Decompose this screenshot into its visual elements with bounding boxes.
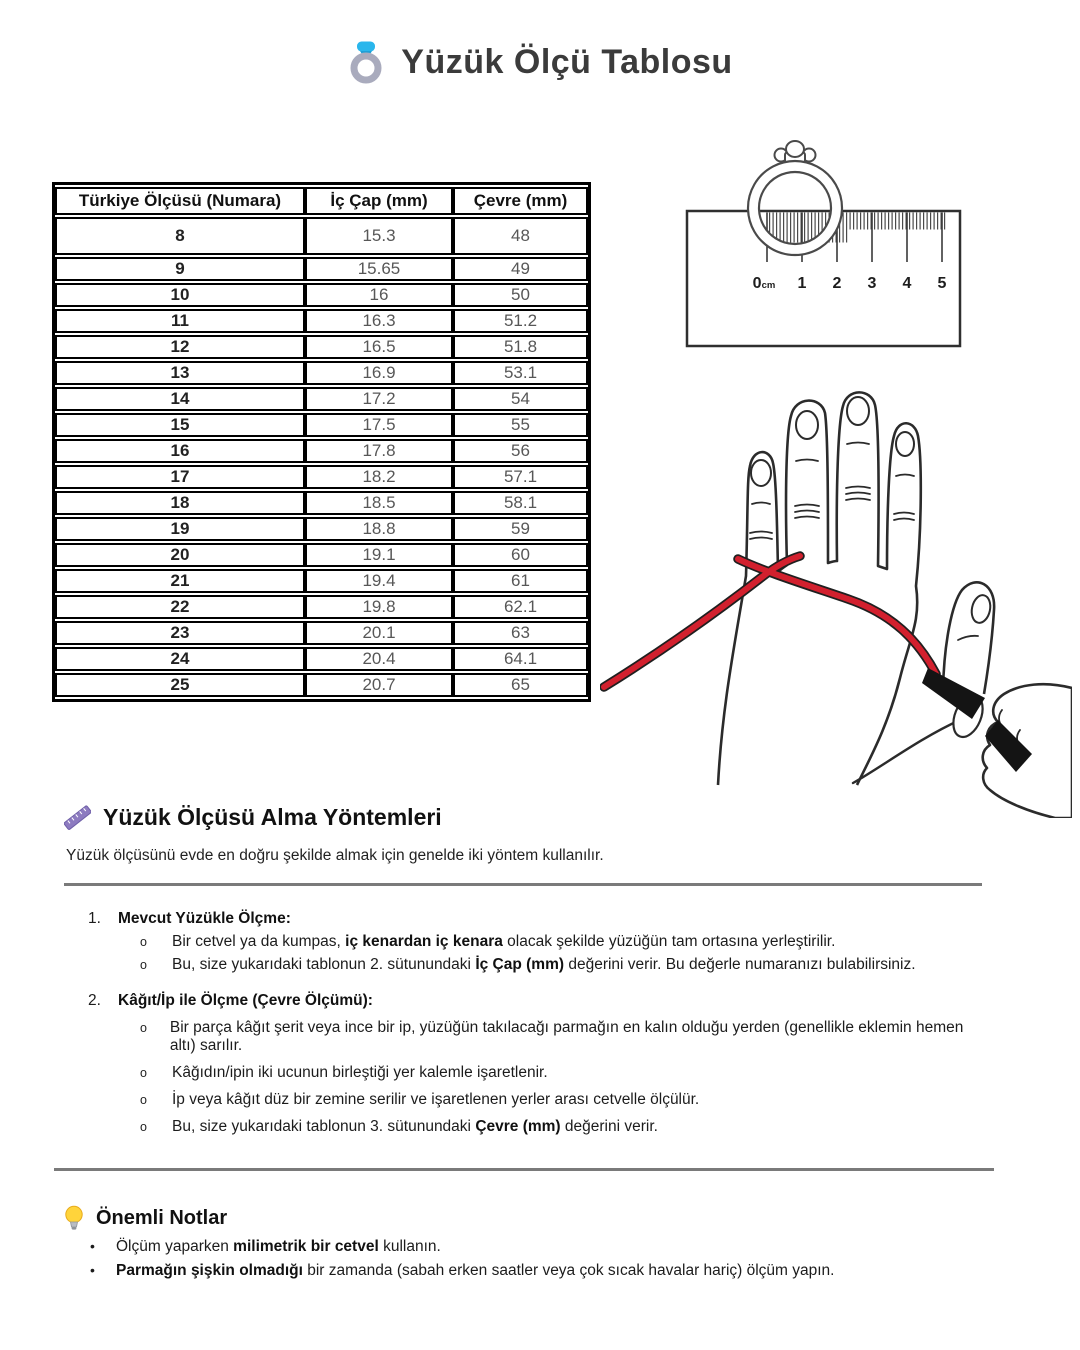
diameter-cell: 17.5: [305, 413, 453, 437]
circumference-cell: 59: [453, 517, 588, 541]
circumference-cell: 57.1: [453, 465, 588, 489]
column-header-diameter: İç Çap (mm): [305, 187, 453, 215]
notes-heading: Önemli Notlar: [96, 1207, 228, 1229]
list-number: 1.: [88, 910, 101, 927]
size-cell: 15: [55, 413, 305, 437]
diameter-cell: 19.8: [305, 595, 453, 619]
table-row: [55, 439, 588, 463]
method-bullet: [64, 933, 982, 951]
bullet-text: Kâğıdın/ipin iki ucunun birleştiği yer kalemle işaretlenir.: [172, 1064, 548, 1081]
bullet-marker: o: [140, 935, 147, 949]
size-cell: 12: [55, 335, 305, 359]
divider: [54, 1168, 994, 1171]
svg-text:0cm: 0cm: [752, 275, 776, 292]
note-bullet: [64, 1262, 982, 1280]
method-item: [64, 910, 982, 974]
size-cell: 8: [55, 217, 305, 255]
diameter-cell: 20.4: [305, 647, 453, 671]
table-row: [55, 309, 588, 333]
diameter-cell: 19.4: [305, 569, 453, 593]
bullet-marker: o: [140, 1066, 147, 1080]
methods-intro: Yüzük ölçüsünü evde en doğru şekilde almak için genelde iki yöntem kullanılır.: [66, 847, 604, 864]
bullet-text: Bu, size yukarıdaki tablonun 2. sütunundaki İç Çap (mm) değerini verir. Bu değerle numaranızı bulabilirsiniz.: [172, 956, 916, 973]
table-header-row: [55, 187, 588, 215]
table-row: [55, 283, 588, 307]
svg-text:1: 1: [797, 275, 807, 292]
diameter-cell: 16.3: [305, 309, 453, 333]
size-cell: 17: [55, 465, 305, 489]
size-cell: 23: [55, 621, 305, 645]
table-row: [55, 517, 588, 541]
diameter-cell: 17.8: [305, 439, 453, 463]
bullet-marker: •: [90, 1238, 95, 1254]
method-bullet: [64, 1019, 982, 1055]
circumference-cell: 56: [453, 439, 588, 463]
size-cell: 19: [55, 517, 305, 541]
diameter-cell: 20.7: [305, 673, 453, 697]
bullet-marker: •: [90, 1262, 95, 1278]
size-cell: 20: [55, 543, 305, 567]
table-row: [55, 491, 588, 515]
ring-icon: [347, 40, 385, 84]
note-text: Ölçüm yaparken milimetrik bir cetvel kullanın.: [116, 1238, 441, 1255]
table-row: [55, 413, 588, 437]
table-row: [55, 543, 588, 567]
circumference-cell: 53.1: [453, 361, 588, 385]
diameter-cell: 15.3: [305, 217, 453, 255]
size-cell: 10: [55, 283, 305, 307]
svg-text:2: 2: [832, 275, 842, 292]
bullet-marker: o: [140, 1093, 147, 1107]
size-cell: 21: [55, 569, 305, 593]
table-row: [55, 387, 588, 411]
circumference-cell: 50: [453, 283, 588, 307]
bullet-marker: o: [140, 1120, 147, 1134]
diameter-cell: 16.5: [305, 335, 453, 359]
size-cell: 14: [55, 387, 305, 411]
size-cell: 9: [55, 257, 305, 281]
table-row: [55, 335, 588, 359]
diameter-cell: 19.1: [305, 543, 453, 567]
methods-heading: Yüzük Ölçüsü Alma Yöntemleri: [103, 804, 442, 830]
method-title: Mevcut Yüzükle Ölçme:: [118, 910, 291, 927]
table-row: [55, 647, 588, 671]
size-cell: 22: [55, 595, 305, 619]
circumference-cell: 58.1: [453, 491, 588, 515]
list-number: 2.: [88, 992, 101, 1009]
table-row: [55, 621, 588, 645]
size-cell: 18: [55, 491, 305, 515]
size-cell: 24: [55, 647, 305, 671]
bullet-text: İp veya kâğıt düz bir zemine serilir ve işaretlenen yerler arası cetvelle ölçülür.: [172, 1091, 700, 1108]
svg-text:3: 3: [867, 275, 877, 292]
svg-text:4: 4: [902, 275, 912, 292]
bullet-text: Bu, size yukarıdaki tablonun 3. sütunundaki Çevre (mm) değerini verir.: [172, 1118, 658, 1135]
methods-list: [64, 910, 982, 1136]
size-cell: 16: [55, 439, 305, 463]
circumference-cell: 48: [453, 217, 588, 255]
diameter-cell: 17.2: [305, 387, 453, 411]
column-header-size: Türkiye Ölçüsü (Numara): [55, 187, 305, 215]
page-title: Yüzük Ölçü Tablosu: [401, 42, 733, 81]
diameter-cell: 16: [305, 283, 453, 307]
ring-on-ruler-illustration: [678, 138, 970, 359]
size-cell: 25: [55, 673, 305, 697]
hand-string-measure-illustration: [600, 378, 1072, 823]
circumference-cell: 55: [453, 413, 588, 437]
ring-size-table: [52, 182, 591, 702]
circumference-cell: 60: [453, 543, 588, 567]
circumference-cell: 63: [453, 621, 588, 645]
diameter-cell: 18.5: [305, 491, 453, 515]
diameter-cell: 15.65: [305, 257, 453, 281]
column-header-circumference: Çevre (mm): [453, 187, 588, 215]
table-row: [55, 569, 588, 593]
method-title: Kâğıt/İp ile Ölçme (Çevre Ölçümü):: [118, 992, 373, 1009]
table-row: [55, 673, 588, 697]
method-item: [64, 992, 982, 1136]
diameter-cell: 18.2: [305, 465, 453, 489]
methods-heading-row: [64, 804, 982, 831]
table-row: [55, 465, 588, 489]
circumference-cell: 49: [453, 257, 588, 281]
diameter-cell: 18.8: [305, 517, 453, 541]
size-cell: 11: [55, 309, 305, 333]
note-bullet: [64, 1238, 982, 1256]
bullet-text: Bir cetvel ya da kumpas, iç kenardan iç kenara olacak şekilde yüzüğün tam ortasına yerleştirilir.: [172, 933, 836, 950]
method-bullet: [64, 1091, 982, 1109]
bullet-text: Bir parça kâğıt şerit veya ince bir ip, yüzüğün takılacağı parmağın en kalın olduğu yerden (genellikle eklemin hemen altı) sarılır.: [169, 1019, 964, 1054]
bullet-marker: o: [140, 958, 147, 972]
lightbulb-icon: [64, 1205, 84, 1232]
svg-text:5: 5: [937, 275, 947, 292]
circumference-cell: 51.2: [453, 309, 588, 333]
bullet-marker: o: [140, 1021, 147, 1035]
table-row: [55, 257, 588, 281]
circumference-cell: 65: [453, 673, 588, 697]
ruler-icon: [64, 804, 91, 831]
table-row: [55, 595, 588, 619]
note-text: Parmağın şişkin olmadığı bir zamanda (sabah erken saatler veya çok sıcak havalar hariç) ölçüm yapın.: [116, 1262, 835, 1279]
circumference-cell: 62.1: [453, 595, 588, 619]
diameter-cell: 20.1: [305, 621, 453, 645]
method-bullet: [64, 1118, 982, 1136]
table-row: [55, 361, 588, 385]
circumference-cell: 64.1: [453, 647, 588, 671]
title-bar: [0, 40, 1080, 84]
circumference-cell: 54: [453, 387, 588, 411]
table-row: [55, 217, 588, 255]
size-cell: 13: [55, 361, 305, 385]
divider: [64, 883, 982, 886]
instructions-column: [64, 804, 982, 1280]
diameter-cell: 16.9: [305, 361, 453, 385]
method-bullet: [64, 956, 982, 974]
notes-section: [64, 1168, 982, 1280]
method-bullet: [64, 1064, 982, 1082]
circumference-cell: 61: [453, 569, 588, 593]
notes-heading-row: [64, 1205, 982, 1232]
circumference-cell: 51.8: [453, 335, 588, 359]
